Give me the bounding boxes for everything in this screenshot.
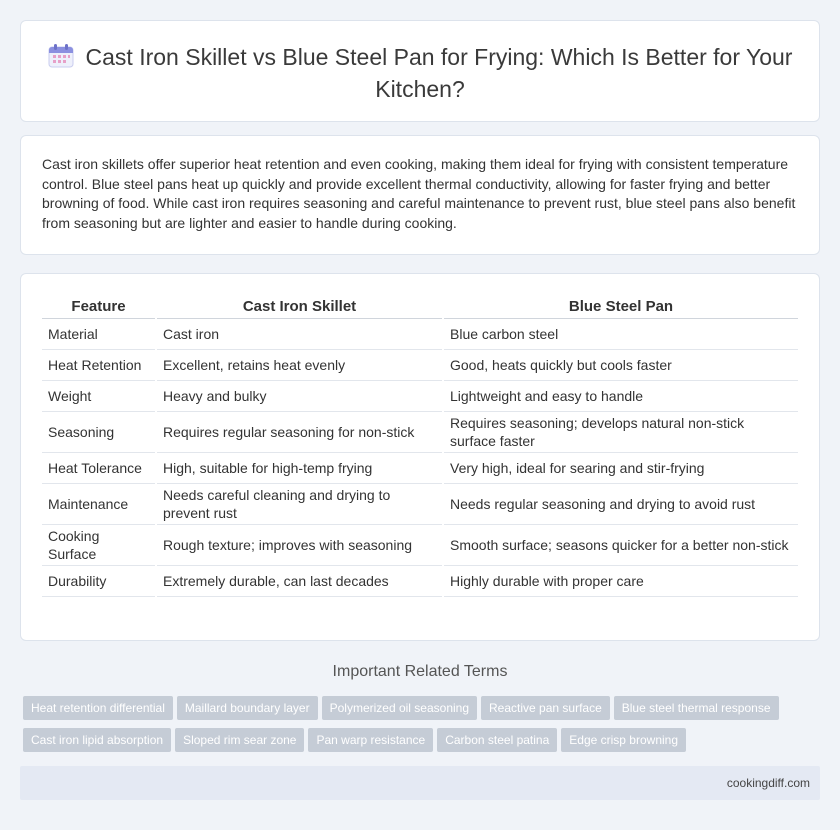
feature-cell: Material	[42, 318, 156, 349]
related-term-tag[interactable]: Heat retention differential	[23, 696, 173, 720]
cast-iron-cell: Cast iron	[156, 318, 443, 349]
intro-card	[20, 135, 820, 255]
cast-iron-cell: Extremely durable, can last decades	[156, 565, 443, 596]
table-row	[42, 483, 798, 524]
table-row	[42, 380, 798, 411]
page-title-text: Cast Iron Skillet vs Blue Steel Pan for Frying: Which Is Better for Your Kitchen?	[85, 44, 793, 102]
table-header-row	[42, 295, 798, 318]
table-row	[42, 318, 798, 349]
table-row	[42, 349, 798, 380]
blue-steel-cell: Smooth surface; seasons quicker for a better non-stick	[443, 524, 798, 565]
header-cast-iron: Cast Iron Skillet	[156, 295, 443, 318]
blue-steel-cell: Good, heats quickly but cools faster	[443, 349, 798, 380]
page-title	[21, 43, 819, 104]
table-row	[42, 524, 798, 565]
comparison-table	[42, 295, 798, 597]
feature-cell: Heat Retention	[42, 349, 156, 380]
cast-iron-cell: Rough texture; improves with seasoning	[156, 524, 443, 565]
table-row	[42, 565, 798, 596]
related-term-tag[interactable]: Polymerized oil seasoning	[322, 696, 477, 720]
table-row	[42, 452, 798, 483]
related-term-tag[interactable]: Sloped rim sear zone	[175, 728, 304, 752]
footer-bar	[20, 766, 820, 800]
related-term-tag[interactable]: Edge crisp browning	[561, 728, 686, 752]
feature-cell: Heat Tolerance	[42, 452, 156, 483]
cast-iron-cell: Excellent, retains heat evenly	[156, 349, 443, 380]
blue-steel-cell: Lightweight and easy to handle	[443, 380, 798, 411]
feature-cell: Cooking Surface	[42, 524, 156, 565]
related-term-tag[interactable]: Maillard boundary layer	[177, 696, 318, 720]
footer-site-link[interactable]: cookingdiff.com	[726, 776, 810, 790]
cast-iron-cell: High, suitable for high-temp frying	[156, 452, 443, 483]
feature-cell: Weight	[42, 380, 156, 411]
header-feature: Feature	[42, 295, 156, 318]
blue-steel-cell: Highly durable with proper care	[443, 565, 798, 596]
calendar-icon	[48, 44, 74, 75]
header-blue-steel: Blue Steel Pan	[443, 295, 798, 318]
blue-steel-cell: Blue carbon steel	[443, 318, 798, 349]
related-term-tag[interactable]: Cast iron lipid absorption	[23, 728, 171, 752]
related-term-tag[interactable]: Reactive pan surface	[481, 696, 610, 720]
title-wrap	[21, 43, 819, 104]
comparison-card	[20, 273, 820, 641]
blue-steel-cell: Very high, ideal for searing and stir-frying	[443, 452, 798, 483]
cast-iron-cell: Needs careful cleaning and drying to prevent rust	[156, 483, 443, 524]
related-term-tag[interactable]: Pan warp resistance	[308, 728, 433, 752]
cast-iron-cell: Requires regular seasoning for non-stick	[156, 411, 443, 452]
feature-cell: Seasoning	[42, 411, 156, 452]
related-terms-list	[23, 696, 813, 760]
blue-steel-cell: Needs regular seasoning and drying to avoid rust	[443, 483, 798, 524]
related-term-tag[interactable]: Blue steel thermal response	[614, 696, 779, 720]
table-row	[42, 411, 798, 452]
cast-iron-cell: Heavy and bulky	[156, 380, 443, 411]
related-terms-heading: Important Related Terms	[332, 663, 508, 680]
feature-cell: Maintenance	[42, 483, 156, 524]
related-term-tag[interactable]: Carbon steel patina	[437, 728, 557, 752]
title-card	[20, 20, 820, 122]
intro-paragraph: Cast iron skillets offer superior heat retention and even cooking, making them ideal for frying with consistent temperature control. Blue steel pans heat up quickly and provide excellent thermal conductivity, allowing for faster frying and better browning of food. While cast iron requires seasoning and careful maintenance to prevent rust, blue steel pans also benefit from seasoning but are lighter and easier to handle during cooking.	[42, 156, 796, 231]
blue-steel-cell: Requires seasoning; develops natural non-stick surface faster	[443, 411, 798, 452]
feature-cell: Durability	[42, 565, 156, 596]
